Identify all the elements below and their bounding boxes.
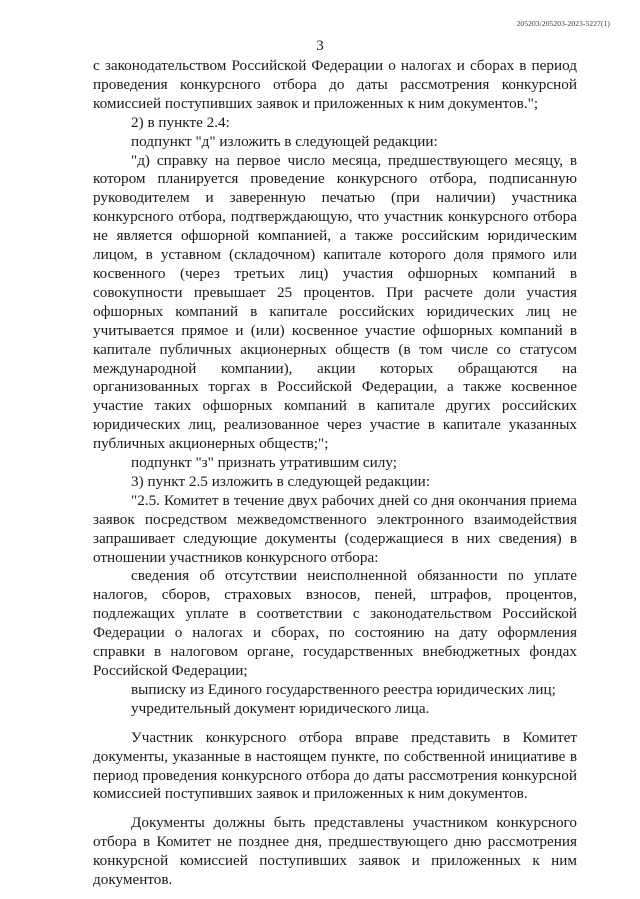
- paragraph-submission-deadline: Документы должны быть представлены участником конкурсного отбора в Комитет не позднее дня, предшествующего дню рассмотрения конкурсной комиссией поступивших заявок и приложенных к ним документов.: [93, 814, 577, 889]
- paragraph-subitem-d-intro: подпункт "д" изложить в следующей редакции:: [131, 132, 438, 150]
- paragraph-subitem-z: подпункт "з" признать утратившим силу;: [131, 454, 397, 472]
- paragraph-participant-right: Участник конкурсного отбора вправе представить в Комитет документы, указанные в настоящем пункте, по собственной инициативе в период проведения конкурсного отбора до даты рассмотрения конкурсной комиссией поступивших заявок и приложенных к ним документов.: [93, 728, 577, 803]
- paragraph-item-2: 2) в пункте 2.4:: [131, 113, 230, 131]
- paragraph-founding-document: учредительный документ юридического лица.: [131, 699, 430, 717]
- paragraph-subitem-d-text: "д) справку на первое число месяца, предшествующего месяцу, в котором планируется проведение конкурсного отбора, подписанную руководителем и заверенную печатью (при наличии) участника конкурсного отбора, подтверждающую, что участник конкурсного отбора не является офшорной компанией, а также российским юридическим лицом, в уставном (складочном) капитале которого доля прямого или косвенного (через третьих лиц) участия офшорных компаний в совокупности превышает 25 процентов. При расчете доли участия офшорных компаний в капитале российских юридических лиц не учитывается прямое и (или) косвенное участие офшорных компаний в капитале публичных акционерных обществ (в том числе со статусом международной компании), акции которых обращаются на организованных торгах в Российской Федерации, а также косвенное участие таких офшорных компаний в капитале других российских юридических лиц, реализованное через участие в капитале указанных публичных акционерных обществ;";: [93, 151, 577, 453]
- paragraph-tax-info: сведения об отсутствии неисполненной обязанности по уплате налогов, сборов, страховых взносов, пеней, штрафов, процентов, подлежащих уплате в соответствии с законодательством Российской Федерации о налогах и сборах, по состоянию на дату оформления справки в налоговом органе, государственных внебюджетных фондах Российской Федерации;: [93, 567, 577, 679]
- document-code: 205203/205203-2023-5227(1): [516, 19, 610, 28]
- paragraph-item-3: 3) пункт 2.5 изложить в следующей редакции:: [131, 472, 431, 490]
- paragraph-clause-2-5: "2.5. Комитет в течение двух рабочих дней со дня окончания приема заявок посредством межведомственного электронного взаимодействия запрашивает следующие документы (содержащиеся в них сведения) в отношении участников конкурсного отбора:: [93, 491, 577, 566]
- paragraph-egrul-extract: выписку из Единого государственного реестра юридических лиц;: [131, 680, 556, 698]
- page-number: 3: [316, 38, 324, 54]
- document-body: [93, 57, 577, 890]
- paragraph-continuation: с законодательством Российской Федерации о налогах и сборах в период проведения конкурсного отбора до даты рассмотрения конкурсной комиссией поступивших заявок и приложенных к ним документов.";: [93, 57, 577, 112]
